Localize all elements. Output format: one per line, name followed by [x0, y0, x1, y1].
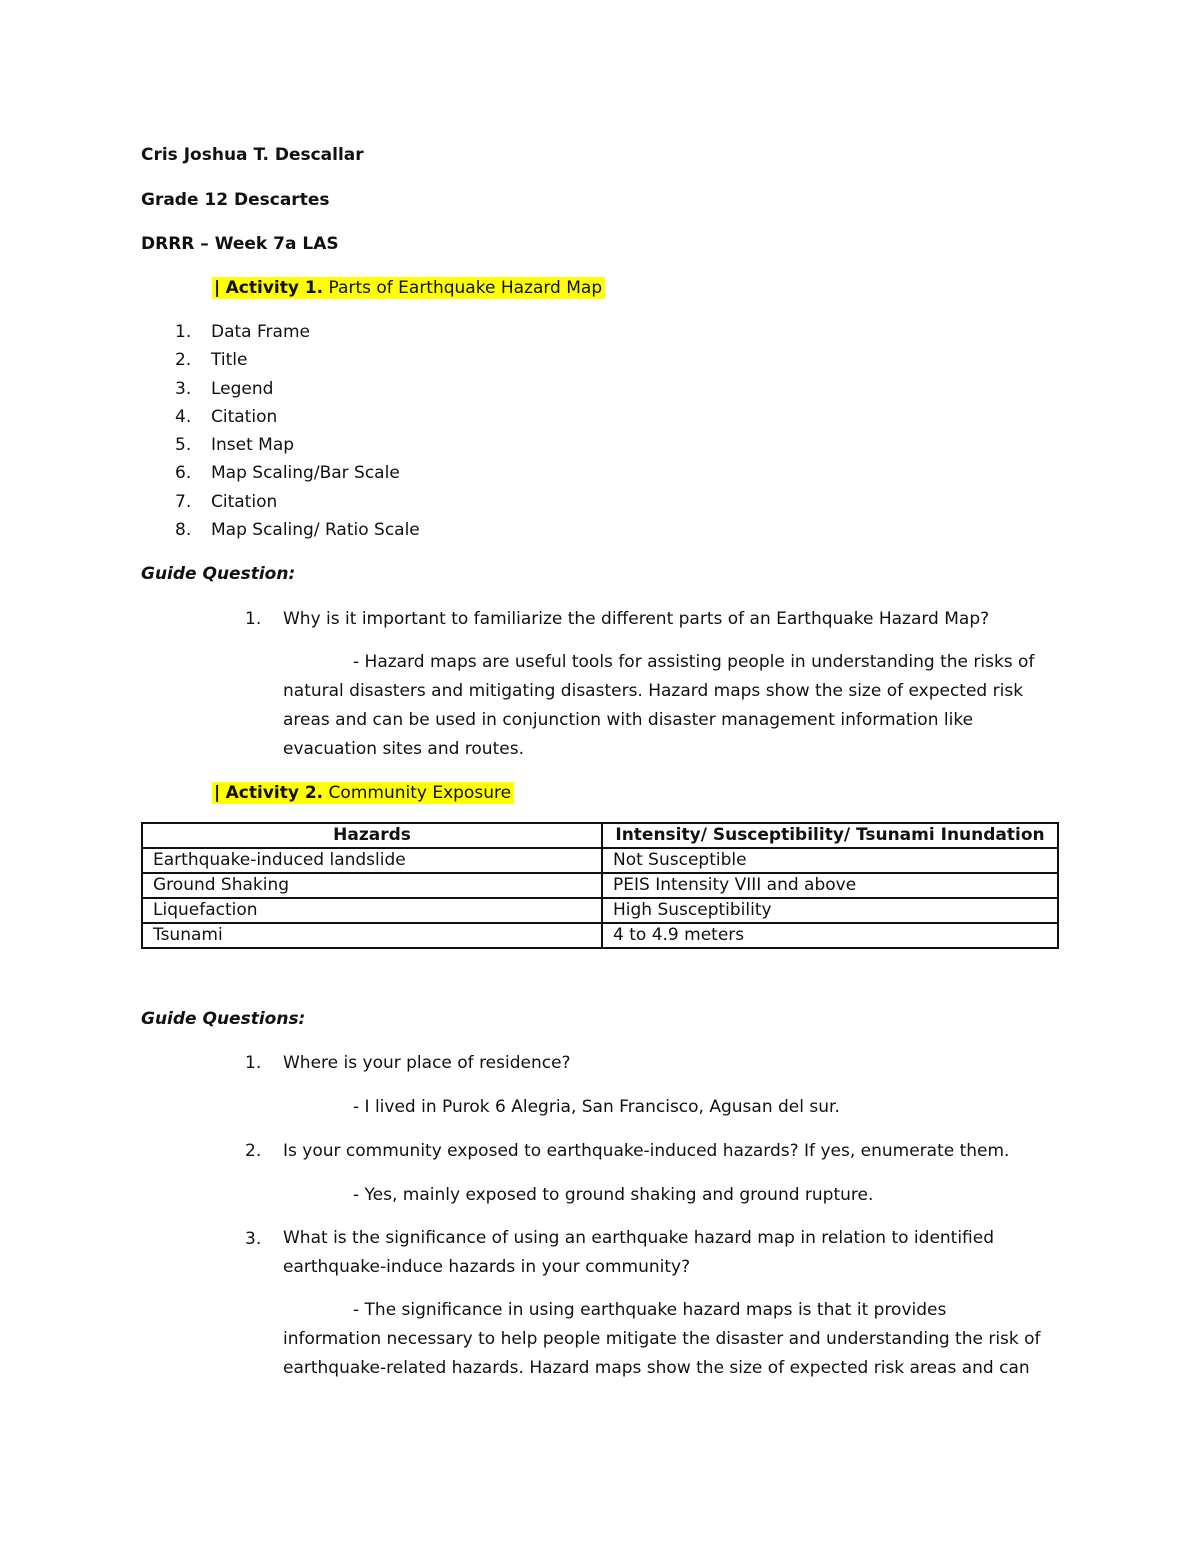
list-item-text: Map Scaling/Bar Scale — [211, 463, 400, 484]
question-text — [283, 1224, 1073, 1282]
question-number: 3. — [245, 1229, 262, 1249]
question-line: earthquake-induce hazards in your community? — [283, 1257, 691, 1277]
activity1-label: Activity 1. — [225, 278, 324, 298]
list-item-number: 5. — [175, 435, 192, 456]
list-item-number: 1. — [175, 322, 192, 342]
answer-line: - The significance in using earthquake hazard maps is that it provides — [353, 1300, 947, 1320]
list-item-text: Title — [211, 350, 248, 371]
list-item-number: 3. — [175, 378, 192, 399]
list-item-text: Inset Map — [211, 435, 295, 456]
table-header-hazards: Hazards — [142, 823, 602, 848]
activity2-bar: | — [214, 783, 221, 803]
table-row — [142, 923, 1058, 948]
activity2-guide-heading: Guide Questions: — [141, 1009, 306, 1029]
question-number: 1. — [245, 1053, 262, 1073]
table-cell: Liquefaction — [142, 898, 602, 923]
hazards-table — [141, 822, 1059, 949]
question-line: What is the significance of using an earthquake hazard map in relation to identified — [283, 1228, 995, 1248]
activity2-label: Activity 2. — [225, 783, 324, 803]
activity2-title: Community Exposure — [328, 783, 512, 803]
list-item-number: 4. — [175, 406, 192, 427]
list-item-text: Citation — [211, 406, 278, 427]
activity1-answer — [283, 648, 1073, 764]
activity1-guide-heading: Guide Question: — [141, 564, 296, 584]
list-item-number: 8. — [175, 520, 192, 541]
table-row — [142, 898, 1058, 923]
table-cell: High Susceptibility — [602, 898, 1058, 923]
table-cell: PEIS Intensity VIII and above — [602, 873, 1058, 898]
question-text: Where is your place of residence? — [283, 1053, 571, 1073]
table-header-row — [142, 823, 1058, 848]
activity2-highlight — [212, 782, 514, 804]
answer-line: evacuation sites and routes. — [283, 739, 524, 759]
activity1-question-number: 1. — [245, 609, 262, 629]
subject-title: DRRR – Week 7a LAS — [141, 234, 339, 254]
activity1-highlight — [212, 277, 605, 299]
list-item-text: Map Scaling/ Ratio Scale — [211, 520, 420, 541]
table-cell: Earthquake-induced landslide — [142, 848, 602, 873]
answer-line: natural disasters and mitigating disasters. Hazard maps show the size of expected risk — [283, 681, 1024, 701]
answer-line: earthquake-related hazards. Hazard maps show the size of expected risk areas and can — [283, 1358, 1030, 1378]
grade-section: Grade 12 Descartes — [141, 190, 330, 210]
activity1-bar: | — [214, 278, 221, 298]
answer-text — [283, 1296, 1073, 1383]
table-row — [142, 873, 1058, 898]
activity1-heading — [212, 277, 605, 299]
list-item-number: 6. — [175, 463, 192, 484]
answer-line: information necessary to help people mitigate the disaster and understanding the risk of — [283, 1329, 1041, 1349]
list-item-text: Legend — [211, 378, 274, 399]
table-cell: Ground Shaking — [142, 873, 602, 898]
list-item-text: Citation — [211, 491, 278, 512]
list-item-number: 7. — [175, 491, 192, 512]
table-header-intensity: Intensity/ Susceptibility/ Tsunami Inundation — [602, 823, 1058, 848]
table-row — [142, 848, 1058, 873]
answer-text: - I lived in Purok 6 Alegria, San Francisco, Agusan del sur. — [353, 1097, 840, 1117]
table-cell: Not Susceptible — [602, 848, 1058, 873]
question-number: 2. — [245, 1141, 262, 1161]
answer-line: areas and can be used in conjunction with disaster management information like — [283, 710, 974, 730]
activity1-question: Why is it important to familiarize the different parts of an Earthquake Hazard Map? — [283, 609, 990, 629]
list-item-text: Data Frame — [211, 322, 310, 342]
list-item-number: 2. — [175, 350, 192, 371]
answer-text: - Yes, mainly exposed to ground shaking and ground rupture. — [353, 1185, 874, 1205]
answer-line: - Hazard maps are useful tools for assisting people in understanding the risks of — [353, 652, 1035, 672]
table-cell: 4 to 4.9 meters — [602, 923, 1058, 948]
student-name: Cris Joshua T. Descallar — [141, 145, 364, 165]
table-cell: Tsunami — [142, 923, 602, 948]
activity2-heading — [212, 782, 514, 804]
question-text: Is your community exposed to earthquake-induced hazards? If yes, enumerate them. — [283, 1141, 1010, 1161]
activity1-title: Parts of Earthquake Hazard Map — [328, 278, 603, 298]
